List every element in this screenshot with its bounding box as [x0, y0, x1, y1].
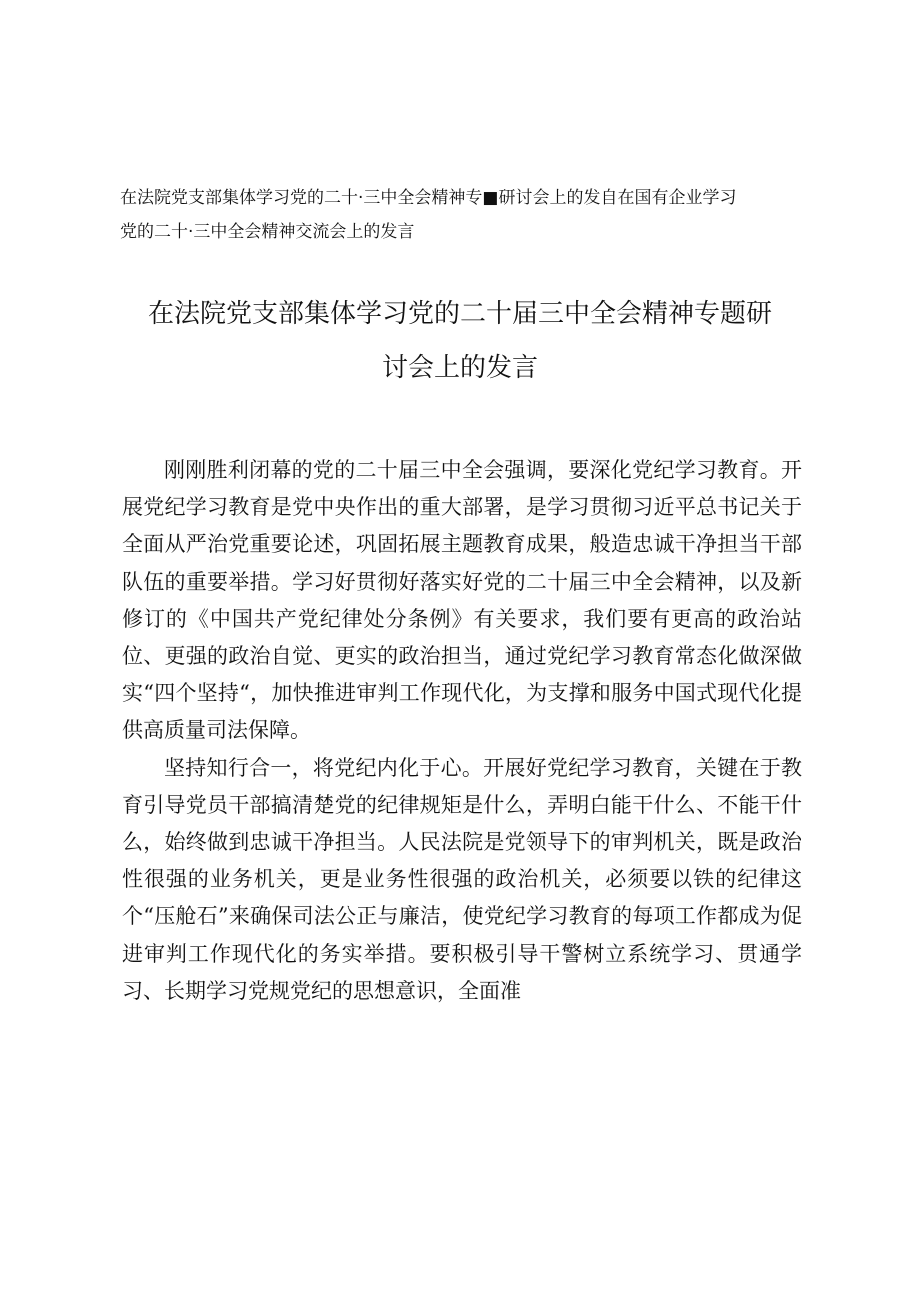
document-body [122, 452, 802, 1010]
document-title-line-2: 讨会上的发言 [381, 353, 538, 383]
document-title-line-1: 在法院党支部集体学习党的二十届三中全会精神专题研 [147, 299, 772, 329]
header-line-2: 党的二十·三中全会精神交流会上的发言 [120, 222, 415, 242]
header-line-1: 在法院党支部集体学习党的二十·三中全会精神专■研讨会上的发自在国有企业学习 [120, 188, 737, 208]
body-paragraph-2: 坚持知行合一，将党纪内化于心。开展好党纪学习教育，关键在于教育引导党员干部搞清楚党的纪律规矩是什么，弄明白能干什么、不能干什么，始终做到忠诚干净担当。人民法院是党领导下的审判机关，既是政治性很强的业务机关，更是业务性很强的政治机关，必须要以铁的纪律这个“压舱石”来确保司法公正与廉洁，使党纪学习教育的每项工作都成为促进审判工作现代化的务实举措。要积极引导干警树立系统学习、贯通学习、长期学习党规党纪的思想意识，全面准 [122, 755, 802, 1003]
body-paragraph-1: 刚刚胜利闭幕的党的二十届三中全会强调，要深化党纪学习教育。开展党纪学习教育是党中央作出的重大部署，是学习贯彻习近平总书记关于全面从严治党重要论述，巩固拓展主题教育成果，般造忠诚干净担当干部队伍的重要举措。学习好贯彻好落实好党的二十届三中全会精神，以及新修订的《中国共产党纪律处分条例》有关要求，我们要有更高的政治站位、更强的政治自觉、更实的政治担当，通过党纪学习教育常态化做深做实“四个坚持“，加快推进审判工作现代化，为支撑和服务中国式现代化提供高质量司法保障。 [122, 458, 802, 743]
